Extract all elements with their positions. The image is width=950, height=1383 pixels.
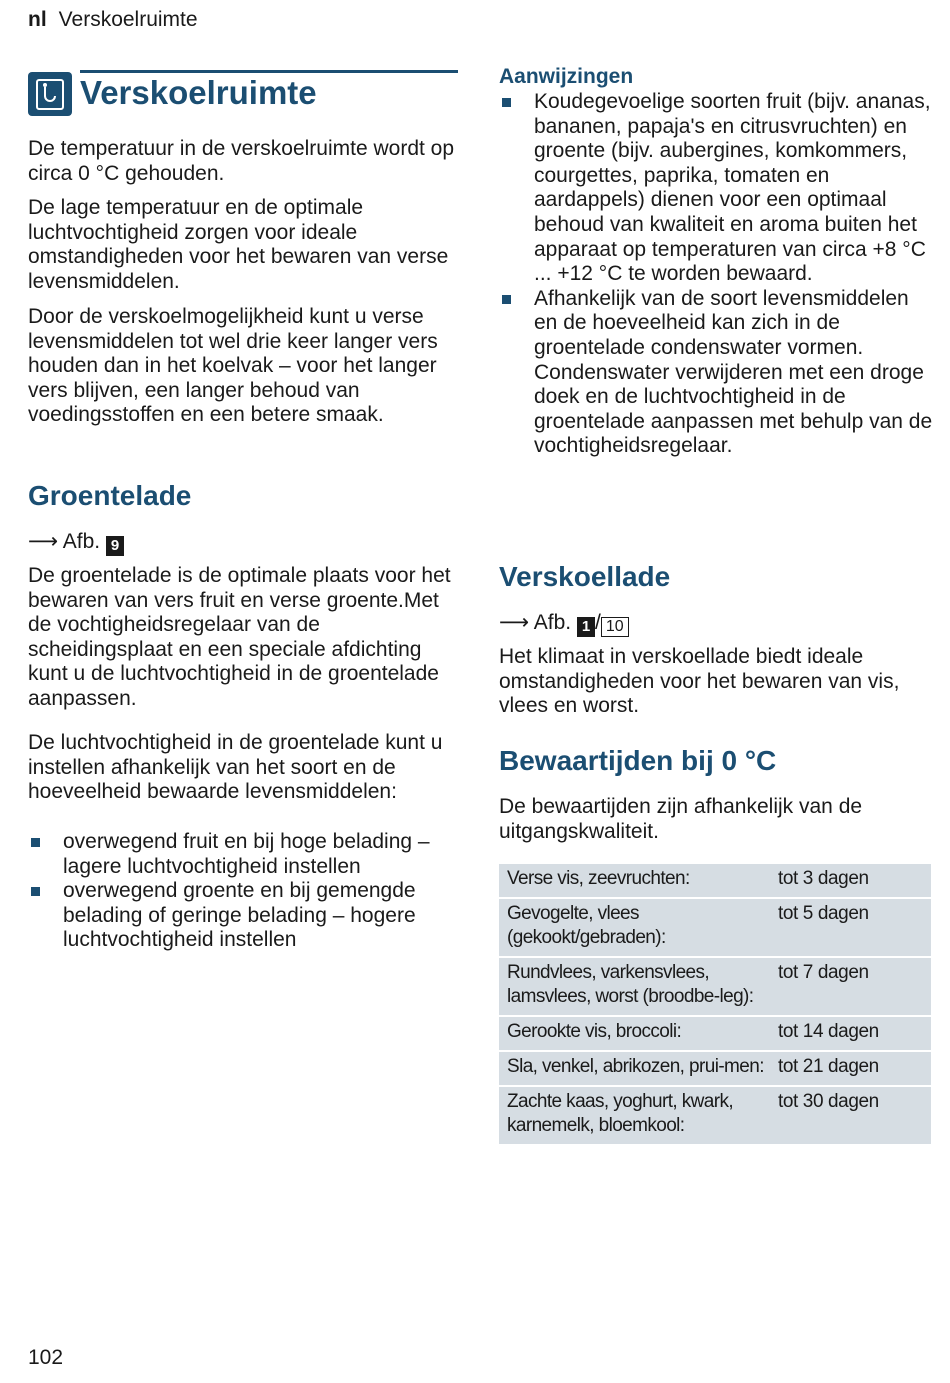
storage-time-table	[499, 864, 931, 1144]
figure-ref-separator: /	[594, 611, 601, 634]
figure-number-outline: 10	[601, 617, 629, 637]
list-item: overwegend groente en bij gemengde belading of geringe belading – hogere luchtvochtigheid instellen	[28, 879, 460, 953]
bewaartijden-heading: Bewaartijden bij 0 °C	[499, 745, 777, 776]
intro-paragraph-1: De temperatuur in de verskoelruimte wordt op circa 0 °C gehouden.	[28, 137, 455, 185]
notes-heading: Aanwijzingen	[499, 65, 634, 88]
bullet-square-icon	[502, 98, 511, 107]
page-number: 102	[28, 1346, 64, 1369]
verskoellade-paragraph: Het klimaat in verskoellade biedt ideale omstandigheden voor het bewaren van vis, vlees en worst.	[499, 645, 900, 718]
table-cell-time: tot 7 dagen	[778, 962, 869, 983]
table-cell-time: tot 3 dagen	[778, 868, 869, 889]
table-row	[499, 897, 931, 956]
table-row	[499, 1085, 931, 1144]
list-item: Koudegevoelige soorten fruit (bijv. ananas, bananen, papaja's en citrusvruchten) en groente (bijv. aubergines, komkommers, courgettes, paprika, tomaten en aardappels) dienen voor een optimaal behoud van kwaliteit en aroma buiten het apparaat op temperaturen van circa +8 °C ... +12 °C te worden bewaard.	[499, 90, 935, 287]
table-cell-item: Gerookte vis, broccoli:	[507, 1021, 682, 1042]
intro-paragraph-3: Door de verskoelmogelijkheid kunt u verse levensmiddelen tot wel drie keer langer vers houden dan in het koelvak – voor het langer vers blijven, een langer behoud van voedingsstoffen en een betere smaak.	[28, 305, 438, 427]
groentelade-paragraph-2: De luchtvochtigheid in de groentelade kunt u instellen afhankelijk van het soort en de hoeveelheid bewaarde levensmiddelen:	[28, 731, 443, 804]
table-row	[499, 864, 931, 897]
header-section: Verskoelruimte	[58, 8, 198, 31]
table-cell-item: Gevogelte, vlees (gekookt/gebraden):	[507, 903, 666, 948]
table-cell-item: Zachte kaas, yoghurt, kwark, karnemelk, bloemkool:	[507, 1091, 734, 1136]
figure-number-badge: 1	[577, 617, 595, 637]
bullet-square-icon	[31, 838, 40, 847]
table-cell-item: Verse vis, zeevruchten:	[507, 868, 690, 889]
table-row	[499, 1050, 931, 1085]
language-code: nl	[28, 8, 47, 31]
table-cell-time: tot 5 dagen	[778, 903, 869, 924]
verskoellade-heading: Verskoellade	[499, 561, 671, 592]
table-row	[499, 956, 931, 1015]
intro-paragraph-2: De lage temperatuur en de optimale luchtvochtigheid zorgen voor ideale omstandigheden voor het bewaren van verse levensmiddelen.	[28, 196, 449, 293]
list-item: Afhankelijk van de soort levensmiddelen en de hoeveelheid kan zich in de groentelade condenswater vormen. Condenswater verwijderen met een droge doek en de luchtvochtigheid in de groentelade aanpassen met behulp van de vochtigheidsregelaar.	[499, 287, 935, 459]
table-cell-item: Sla, venkel, abrikozen, prui-men:	[507, 1056, 764, 1077]
table-row	[499, 1015, 931, 1050]
figure-number-badge: 9	[106, 536, 124, 556]
table-cell-item: Rundvlees, varkensvlees, lamsvlees, worst (broodbe-leg):	[507, 962, 754, 1007]
table-cell-time: tot 30 dagen	[778, 1091, 879, 1112]
figure-ref-label: ⟶ Afb.	[28, 530, 101, 553]
figure-ref-label: ⟶ Afb.	[499, 611, 572, 634]
page-title: Verskoelruimte	[80, 74, 317, 111]
verskoellade-figure-ref	[499, 610, 629, 637]
groentelade-paragraph-1: De groentelade is de optimale plaats voor het bewaren van vers fruit en verse groente.Met de vochtigheidsregelaar van de scheidingsplaat en een speciale afdichting kunt u de luchtvochtigheid in de groentelade aanpassen.	[28, 564, 451, 710]
bullet-square-icon	[502, 295, 511, 304]
bewaartijden-paragraph: De bewaartijden zijn afhankelijk van de uitgangskwaliteit.	[499, 795, 863, 843]
groentelade-heading: Groentelade	[28, 480, 192, 511]
title-rule	[80, 70, 458, 73]
groentelade-list	[28, 830, 460, 953]
table-cell-time: tot 21 dagen	[778, 1056, 879, 1077]
fresh-zone-icon	[28, 72, 72, 116]
page-header	[28, 8, 198, 32]
bullet-square-icon	[31, 887, 40, 896]
notes-list	[499, 90, 935, 459]
groentelade-figure-ref	[28, 529, 124, 556]
list-item: overwegend fruit en bij hoge belading – lagere luchtvochtigheid instellen	[28, 830, 460, 879]
table-cell-time: tot 14 dagen	[778, 1021, 879, 1042]
section-title	[28, 70, 458, 116]
